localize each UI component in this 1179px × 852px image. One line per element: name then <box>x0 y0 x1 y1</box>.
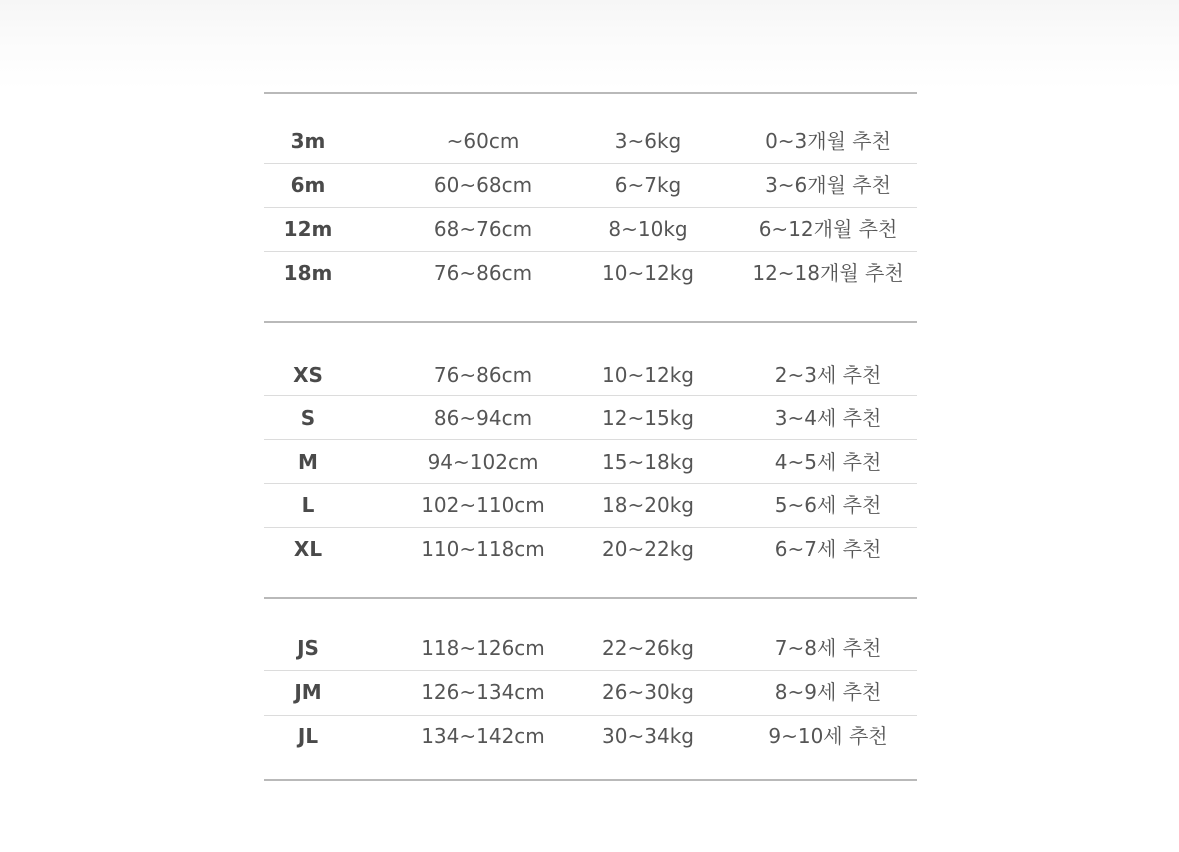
size-label: S <box>300 406 316 430</box>
size-label: XL <box>293 537 323 561</box>
height-range: 76~86cm <box>433 363 533 387</box>
height-range: 118~126cm <box>421 636 545 660</box>
row-separator <box>264 395 917 396</box>
height-range: 68~76cm <box>433 217 533 241</box>
age-recommendation: 4~5세 추천 <box>774 450 882 474</box>
weight-range: 22~26kg <box>602 636 694 660</box>
age-recommendation: 0~3개월 추천 <box>765 129 891 153</box>
size-label: 6m <box>290 173 326 197</box>
table-row <box>264 448 917 476</box>
age-recommendation: 6~12개월 추천 <box>758 217 898 241</box>
weight-range: 15~18kg <box>602 450 694 474</box>
weight-range: 6~7kg <box>614 173 682 197</box>
table-row <box>264 535 917 563</box>
group-divider <box>264 597 917 599</box>
age-recommendation: 3~6개월 추천 <box>765 173 891 197</box>
row-separator <box>264 483 917 484</box>
height-range: 102~110cm <box>421 493 545 517</box>
row-separator <box>264 715 917 716</box>
size-label: 12m <box>283 217 333 241</box>
table-row <box>264 259 917 287</box>
height-range: 134~142cm <box>421 724 545 748</box>
weight-range: 10~12kg <box>602 363 694 387</box>
table-row <box>264 404 917 432</box>
row-separator <box>264 207 917 208</box>
row-separator <box>264 251 917 252</box>
table-row <box>264 127 917 155</box>
group-divider <box>264 321 917 323</box>
height-range: 86~94cm <box>433 406 533 430</box>
row-separator <box>264 527 917 528</box>
table-row <box>264 634 917 662</box>
height-range: 76~86cm <box>433 261 533 285</box>
age-recommendation: 2~3세 추천 <box>774 363 882 387</box>
table-row <box>264 215 917 243</box>
size-chart-table <box>264 0 917 852</box>
weight-range: 10~12kg <box>602 261 694 285</box>
height-range: 110~118cm <box>421 537 545 561</box>
weight-range: 18~20kg <box>602 493 694 517</box>
table-top-divider <box>264 92 917 94</box>
weight-range: 20~22kg <box>602 537 694 561</box>
height-range: 94~102cm <box>427 450 539 474</box>
age-recommendation: 5~6세 추천 <box>774 493 882 517</box>
weight-range: 8~10kg <box>608 217 688 241</box>
weight-range: 26~30kg <box>602 680 694 704</box>
size-label: L <box>301 493 315 517</box>
row-separator <box>264 439 917 440</box>
row-separator <box>264 670 917 671</box>
size-label: M <box>298 450 318 474</box>
weight-range: 3~6kg <box>614 129 682 153</box>
size-label: JS <box>297 636 319 660</box>
age-recommendation: 3~4세 추천 <box>774 406 882 430</box>
age-recommendation: 9~10세 추천 <box>768 724 888 748</box>
table-row <box>264 678 917 706</box>
height-range: ~60cm <box>446 129 520 153</box>
height-range: 60~68cm <box>433 173 533 197</box>
height-range: 126~134cm <box>421 680 545 704</box>
table-bottom-divider <box>264 779 917 781</box>
weight-range: 12~15kg <box>602 406 694 430</box>
age-recommendation: 6~7세 추천 <box>774 537 882 561</box>
size-label: 3m <box>290 129 326 153</box>
size-label: 18m <box>283 261 333 285</box>
size-label: JL <box>297 724 319 748</box>
age-recommendation: 8~9세 추천 <box>774 680 882 704</box>
table-row <box>264 722 917 750</box>
table-row <box>264 491 917 519</box>
size-label: JM <box>294 680 322 704</box>
table-row <box>264 361 917 389</box>
size-label: XS <box>293 363 323 387</box>
weight-range: 30~34kg <box>602 724 694 748</box>
row-separator <box>264 163 917 164</box>
table-row <box>264 171 917 199</box>
age-recommendation: 12~18개월 추천 <box>752 261 904 285</box>
age-recommendation: 7~8세 추천 <box>774 636 882 660</box>
